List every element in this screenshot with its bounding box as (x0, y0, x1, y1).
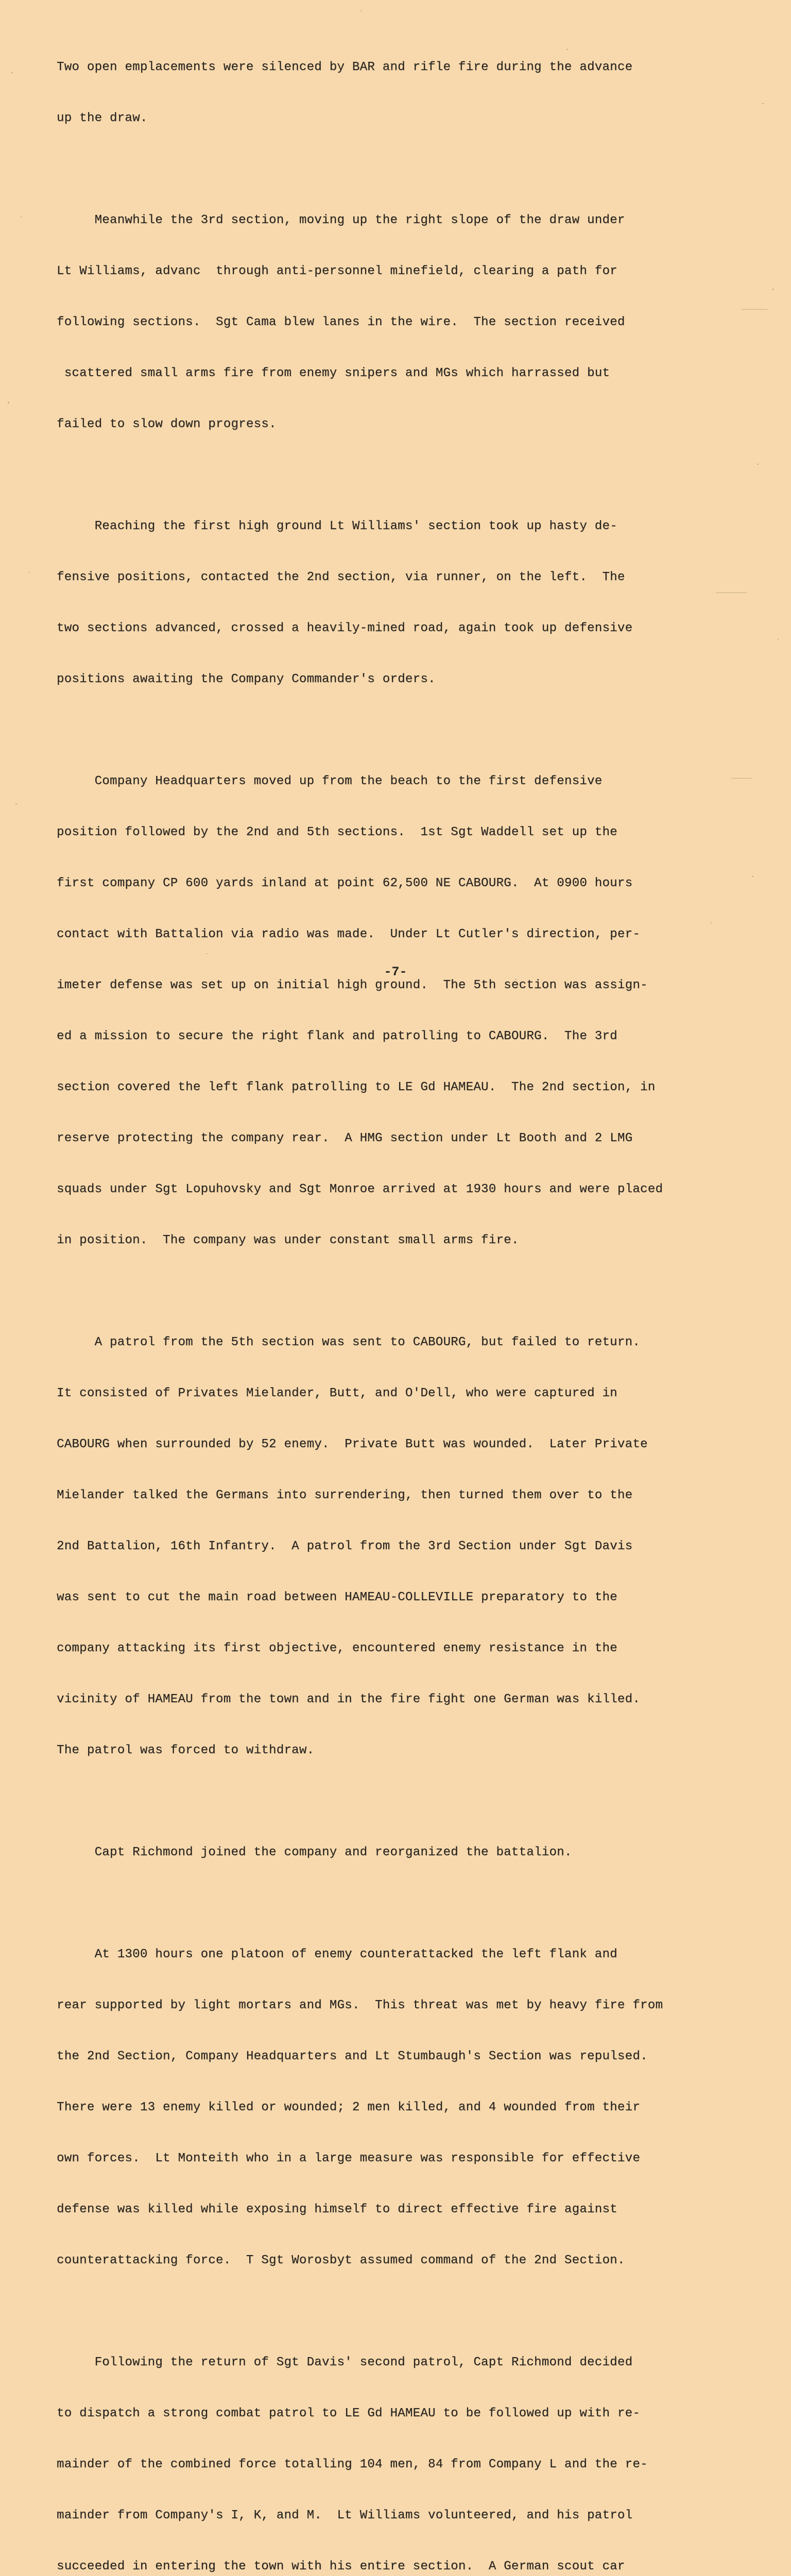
text-line: counterattacking force. T Sgt Worosbyt assumed command of the 2nd Section. (57, 2253, 625, 2267)
text-line: Reaching the first high ground Lt Williams' section took up hasty de- (57, 519, 617, 533)
text-line: up the draw. (57, 111, 148, 125)
text-line: Lt Williams, advanc through anti-personnel minefield, clearing a path for (57, 264, 617, 278)
text-line: vicinity of HAMEAU from the town and in the fire fight one German was killed. (57, 1692, 641, 1706)
text-line: ed a mission to secure the right flank and patrolling to CABOURG. The 3rd (57, 1029, 617, 1043)
document-body (57, 25, 742, 2576)
text-line: It consisted of Privates Mielander, Butt, and O'Dell, who were captured in (57, 1386, 617, 1400)
paragraph-patrol-cabourg (57, 1300, 742, 1793)
text-line: position followed by the 2nd and 5th sections. 1st Sgt Waddell set up the (57, 825, 617, 839)
text-line: reserve protecting the company rear. A HMG section under Lt Booth and 2 LMG (57, 1131, 633, 1145)
text-line: own forces. Lt Monteith who in a large measure was responsible for effective (57, 2151, 641, 2165)
text-line: rear supported by light mortars and MGs. This threat was met by heavy fire from (57, 1998, 663, 2012)
text-line: Company Headquarters moved up from the beach to the first defensive (57, 774, 603, 788)
paragraph-high-ground (57, 484, 742, 722)
text-line: 2nd Battalion, 16th Infantry. A patrol from the 3rd Section under Sgt Davis (57, 1539, 633, 1553)
text-line: contact with Battalion via radio was made. Under Lt Cutler's direction, per- (57, 927, 641, 941)
text-line: to dispatch a strong combat patrol to LE Gd HAMEAU to be followed up with re- (57, 2406, 641, 2420)
text-line: positions awaiting the Company Commander's orders. (57, 672, 436, 686)
text-line: first company CP 600 yards inland at point 62,500 NE CABOURG. At 0900 hours (57, 876, 633, 890)
text-line: There were 13 enemy killed or wounded; 2 men killed, and 4 wounded from their (57, 2100, 641, 2114)
text-line: the 2nd Section, Company Headquarters and Lt Stumbaugh's Section was repulsed. (57, 2049, 648, 2063)
paragraph-advance (57, 25, 742, 161)
text-line: scattered small arms fire from enemy snipers and MGs which harrassed but (57, 366, 610, 380)
text-line: mainder of the combined force totalling 104 men, 84 from Company L and the re- (57, 2458, 648, 2471)
text-line: Capt Richmond joined the company and reorganized the battalion. (57, 1845, 572, 1859)
text-line: Following the return of Sgt Davis' second patrol, Capt Richmond decided (57, 2355, 633, 2369)
text-line: section covered the left flank patrolling to LE Gd HAMEAU. The 2nd section, in (57, 1080, 656, 1094)
text-line: imeter defense was set up on initial high ground. The 5th section was assign- (57, 978, 648, 992)
text-line: two sections advanced, crossed a heavily-mined road, again took up defensive (57, 621, 633, 635)
paragraph-company-headquarters (57, 739, 742, 1283)
paragraph-capt-richmond (57, 1810, 742, 1895)
text-line: CABOURG when surrounded by 52 enemy. Private Butt was wounded. Later Private (57, 1437, 648, 1451)
text-line: in position. The company was under constant small arms fire. (57, 1233, 519, 1247)
text-line: mainder from Company's I, K, and M. Lt Williams volunteered, and his patrol (57, 2509, 633, 2522)
text-line: company attacking its first objective, encountered enemy resistance in the (57, 1641, 617, 1655)
text-line: failed to slow down progress. (57, 417, 277, 431)
text-line: fensive positions, contacted the 2nd section, via runner, on the left. The (57, 570, 625, 584)
paragraph-counterattack (57, 1912, 742, 2303)
page-number: -7- (384, 964, 407, 979)
paragraph-combat-patrol (57, 2320, 742, 2576)
text-line: At 1300 hours one platoon of enemy counterattacked the left flank and (57, 1947, 617, 1961)
text-line: Two open emplacements were silenced by BAR and rifle fire during the advance (57, 60, 633, 74)
text-line: The patrol was forced to withdraw. (57, 1743, 315, 1757)
text-line: was sent to cut the main road between HAMEAU-COLLEVILLE preparatory to the (57, 1590, 617, 1604)
text-line: A patrol from the 5th section was sent to CABOURG, but failed to return. (57, 1335, 641, 1349)
text-line: following sections. Sgt Cama blew lanes in the wire. The section received (57, 315, 625, 329)
text-line: succeeded in entering the town with his entire section. A German scout car (57, 2560, 625, 2573)
text-line: squads under Sgt Lopuhovsky and Sgt Monroe arrived at 1930 hours and were placed (57, 1182, 663, 1196)
paragraph-third-section (57, 178, 742, 467)
text-line: Mielander talked the Germans into surrendering, then turned them over to the (57, 1488, 633, 1502)
text-line: Meanwhile the 3rd section, moving up the right slope of the draw under (57, 213, 625, 227)
text-line: defense was killed while exposing himself to direct effective fire against (57, 2202, 617, 2216)
